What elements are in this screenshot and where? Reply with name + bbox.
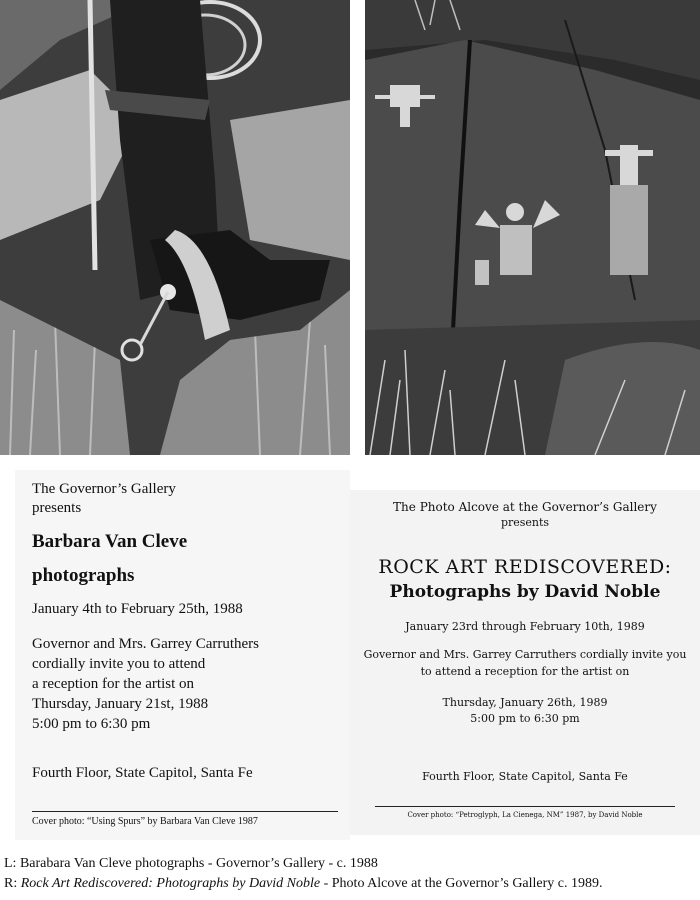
exhibit-location: Fourth Floor, State Capitol, Santa Fe <box>422 770 628 783</box>
petroglyph-rock-photo-icon <box>365 0 700 455</box>
invite-line-2: to attend a reception for the artist on <box>420 665 630 678</box>
caption-right-title: Rock Art Rediscovered: Photographs by David Noble <box>20 876 321 891</box>
invitation-card-van-cleve <box>15 470 350 840</box>
caption-left: L: Barabara Van Cleve photographs - Governor’s Gallery - c. 1988 <box>4 856 378 871</box>
divider <box>32 811 338 812</box>
invite-line-2: cordially invite you to attend <box>32 656 206 672</box>
petroglyph-rock-photo <box>365 0 700 455</box>
cover-photo-credit: Cover photo: “Using Spurs” by Barbara Van Cleve 1987 <box>32 816 258 827</box>
cover-photo-credit: Cover photo: “Petroglyph, La Cienega, NM” 1987, by David Noble <box>407 811 643 819</box>
exhibit-title: ROCK ART REDISCOVERED: <box>378 556 672 578</box>
exhibit-dates: January 4th to February 25th, 1988 <box>32 601 243 617</box>
presents-text: presents <box>32 500 82 516</box>
divider <box>375 806 675 807</box>
invite-line-1: Governor and Mrs. Garrey Carruthers <box>32 636 260 652</box>
cowboy-boot-spur-photo <box>0 0 350 455</box>
reception-day: Thursday, January 26th, 1989 <box>442 696 608 709</box>
gallery-name: The Photo Alcove at the Governor’s Gallery <box>393 500 657 514</box>
invitation-card-noble <box>350 490 700 835</box>
invite-line-1: Governor and Mrs. Garrey Carruthers cordially invite you <box>363 648 687 661</box>
invite-line-3: a reception for the artist on <box>32 676 195 692</box>
reception-day: Thursday, January 21st, 1988 <box>32 696 209 712</box>
gallery-name: The Governor’s Gallery <box>32 481 176 497</box>
exhibit-subtitle: Photographs by David Noble <box>389 582 661 602</box>
exhibit-subject: photographs <box>32 565 135 586</box>
caption-right <box>4 876 603 892</box>
caption-right-suffix: - Photo Alcove at the Governor’s Gallery c. 1989. <box>320 876 603 891</box>
presents-text: presents <box>500 516 550 529</box>
exhibit-location: Fourth Floor, State Capitol, Santa Fe <box>32 765 253 781</box>
artist-name: Barbara Van Cleve <box>32 531 188 552</box>
caption-right-prefix: R: <box>4 876 21 891</box>
cowboy-boot-spur-photo-icon <box>0 0 350 455</box>
reception-time: 5:00 pm to 6:30 pm <box>32 716 151 732</box>
exhibit-dates: January 23rd through February 10th, 1989 <box>405 620 645 633</box>
reception-time: 5:00 pm to 6:30 pm <box>470 712 580 725</box>
